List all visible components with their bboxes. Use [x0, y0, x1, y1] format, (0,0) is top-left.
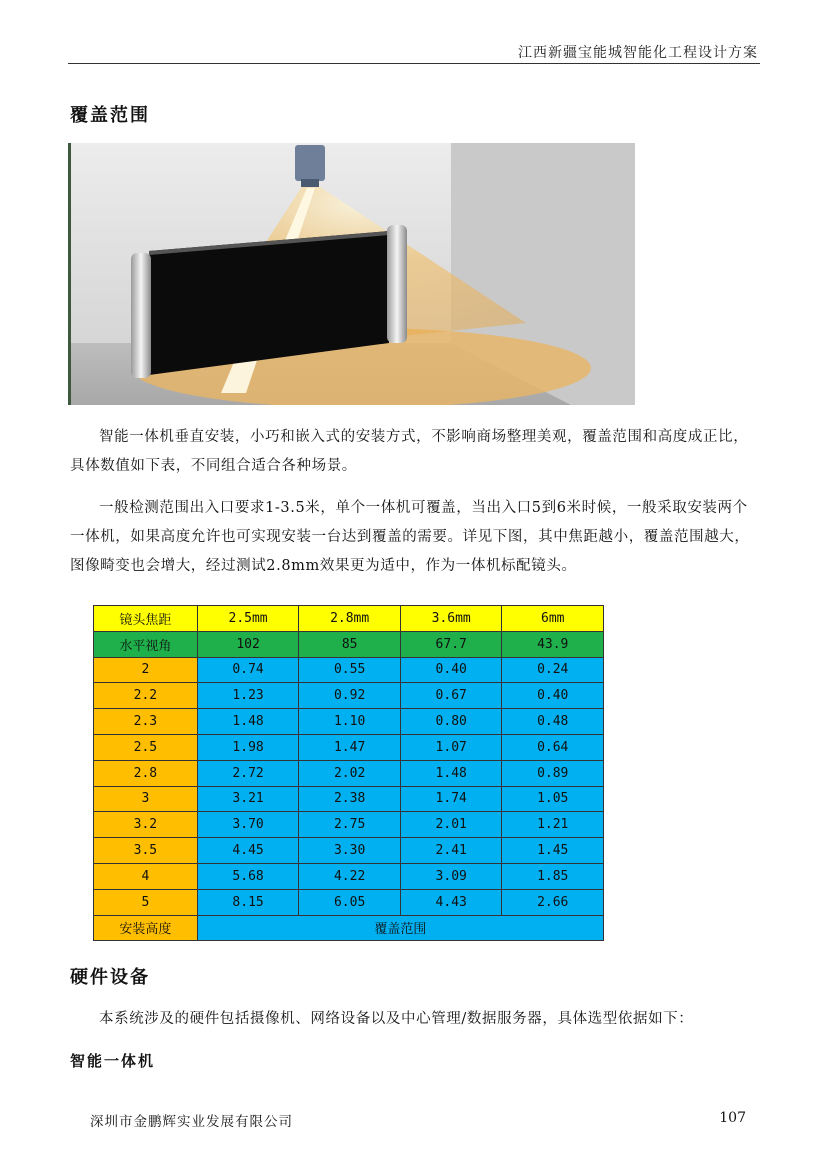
coverage-table: [93, 605, 604, 941]
angle-cell: 102: [197, 631, 299, 657]
focal-length-cell: 3.6mm: [400, 606, 502, 632]
coverage-cell: 2.38: [299, 786, 401, 812]
coverage-cell: 1.98: [197, 734, 299, 760]
coverage-cell: 0.67: [400, 683, 502, 709]
footer-company: 深圳市金鹏辉实业发展有限公司: [90, 1114, 293, 1130]
coverage-cell: 3.70: [197, 812, 299, 838]
focal-length-label: 镜头焦距: [94, 606, 198, 632]
coverage-cell: 0.48: [502, 709, 604, 735]
angle-cell: 85: [299, 631, 401, 657]
height-cell: 3.5: [94, 838, 198, 864]
coverage-cell: 3.21: [197, 786, 299, 812]
table-row: [94, 709, 604, 735]
coverage-cell: 2.72: [197, 760, 299, 786]
install-height-label: 安装高度: [94, 915, 198, 941]
coverage-range-label: 覆盖范围: [197, 915, 603, 941]
coverage-cell: 0.80: [400, 709, 502, 735]
table-row: [94, 734, 604, 760]
coverage-cell: 4.22: [299, 863, 401, 889]
height-cell: 5: [94, 889, 198, 915]
ceiling-camera-icon: [295, 145, 325, 181]
horizontal-angle-label: 水平视角: [94, 631, 198, 657]
coverage-cell: 2.02: [299, 760, 401, 786]
coverage-cell: 0.40: [400, 657, 502, 683]
coverage-scene-svg: [71, 143, 635, 405]
footer-page-number: 107: [719, 1110, 746, 1126]
coverage-cell: 0.40: [502, 683, 604, 709]
focal-length-cell: 2.5mm: [197, 606, 299, 632]
angle-cell: 43.9: [502, 631, 604, 657]
table-angle-row: [94, 631, 604, 657]
coverage-cell: 1.48: [400, 760, 502, 786]
coverage-cell: 0.74: [197, 657, 299, 683]
page-header-title: 江西新疆宝能城智能化工程设计方案: [518, 45, 758, 61]
coverage-cell: 2.75: [299, 812, 401, 838]
coverage-cell: 3.30: [299, 838, 401, 864]
coverage-cell: 0.24: [502, 657, 604, 683]
coverage-cell: 1.74: [400, 786, 502, 812]
coverage-cell: 4.45: [197, 838, 299, 864]
table-row: [94, 863, 604, 889]
table-row: [94, 760, 604, 786]
paragraph-hardware-intro: 本系统涉及的硬件包括摄像机、网络设备以及中心管理/数据服务器，具体选型依据如下：: [99, 1011, 694, 1027]
height-cell: 2.5: [94, 734, 198, 760]
coverage-cell: 2.66: [502, 889, 604, 915]
paragraph-install-intro: 智能一体机垂直安装，小巧和嵌入式的安装方式，不影响商场整理美观，覆盖范围和高度成正比，具体数值如下表，不同组合适合各种场景。: [70, 429, 749, 474]
table-header-row: [94, 606, 604, 632]
section-heading-coverage: 覆盖范围: [70, 105, 150, 126]
coverage-cell: 5.68: [197, 863, 299, 889]
table-row: [94, 889, 604, 915]
table-row: [94, 683, 604, 709]
coverage-cell: 4.43: [400, 889, 502, 915]
table-row: [94, 812, 604, 838]
coverage-cell: 0.89: [502, 760, 604, 786]
coverage-cell: 1.85: [502, 863, 604, 889]
coverage-cell: 1.05: [502, 786, 604, 812]
coverage-cell: 0.64: [502, 734, 604, 760]
header-rule: [68, 63, 760, 64]
table-row: [94, 838, 604, 864]
coverage-cell: 0.92: [299, 683, 401, 709]
height-cell: 3.2: [94, 812, 198, 838]
coverage-cell: 3.09: [400, 863, 502, 889]
section-heading-hardware: 硬件设备: [70, 967, 150, 988]
paragraph-detection-range: 一般检测范围出入口要求1-3.5米，单个一体机可覆盖，当出入口5到6米时候，一般采取安装两个一体机，如果高度允许也可实现安装一台达到覆盖的需要。详见下图，其中焦距越小，覆盖范围越大，图像畸变也会增大，经过测试2.8mm效果更为适中，作为一体机标配镜头。: [70, 500, 750, 574]
height-cell: 3: [94, 786, 198, 812]
coverage-cell: 1.07: [400, 734, 502, 760]
height-cell: 2.3: [94, 709, 198, 735]
coverage-cell: 1.48: [197, 709, 299, 735]
height-cell: 2.8: [94, 760, 198, 786]
coverage-cell: 2.41: [400, 838, 502, 864]
table-row: [94, 657, 604, 683]
height-cell: 2: [94, 657, 198, 683]
coverage-cell: 0.55: [299, 657, 401, 683]
coverage-cell: 1.45: [502, 838, 604, 864]
angle-cell: 67.7: [400, 631, 502, 657]
coverage-cell: 1.21: [502, 812, 604, 838]
height-cell: 2.2: [94, 683, 198, 709]
sub-heading-smart-unit: 智能一体机: [70, 1052, 156, 1070]
focal-length-cell: 6mm: [502, 606, 604, 632]
table-row: [94, 786, 604, 812]
focal-length-cell: 2.8mm: [299, 606, 401, 632]
coverage-cell: 1.10: [299, 709, 401, 735]
coverage-cell: 1.23: [197, 683, 299, 709]
table-footer-row: [94, 915, 604, 941]
coverage-illustration: [68, 143, 635, 405]
coverage-cell: 8.15: [197, 889, 299, 915]
height-cell: 4: [94, 863, 198, 889]
coverage-cell: 2.01: [400, 812, 502, 838]
coverage-cell: 6.05: [299, 889, 401, 915]
coverage-cell: 1.47: [299, 734, 401, 760]
